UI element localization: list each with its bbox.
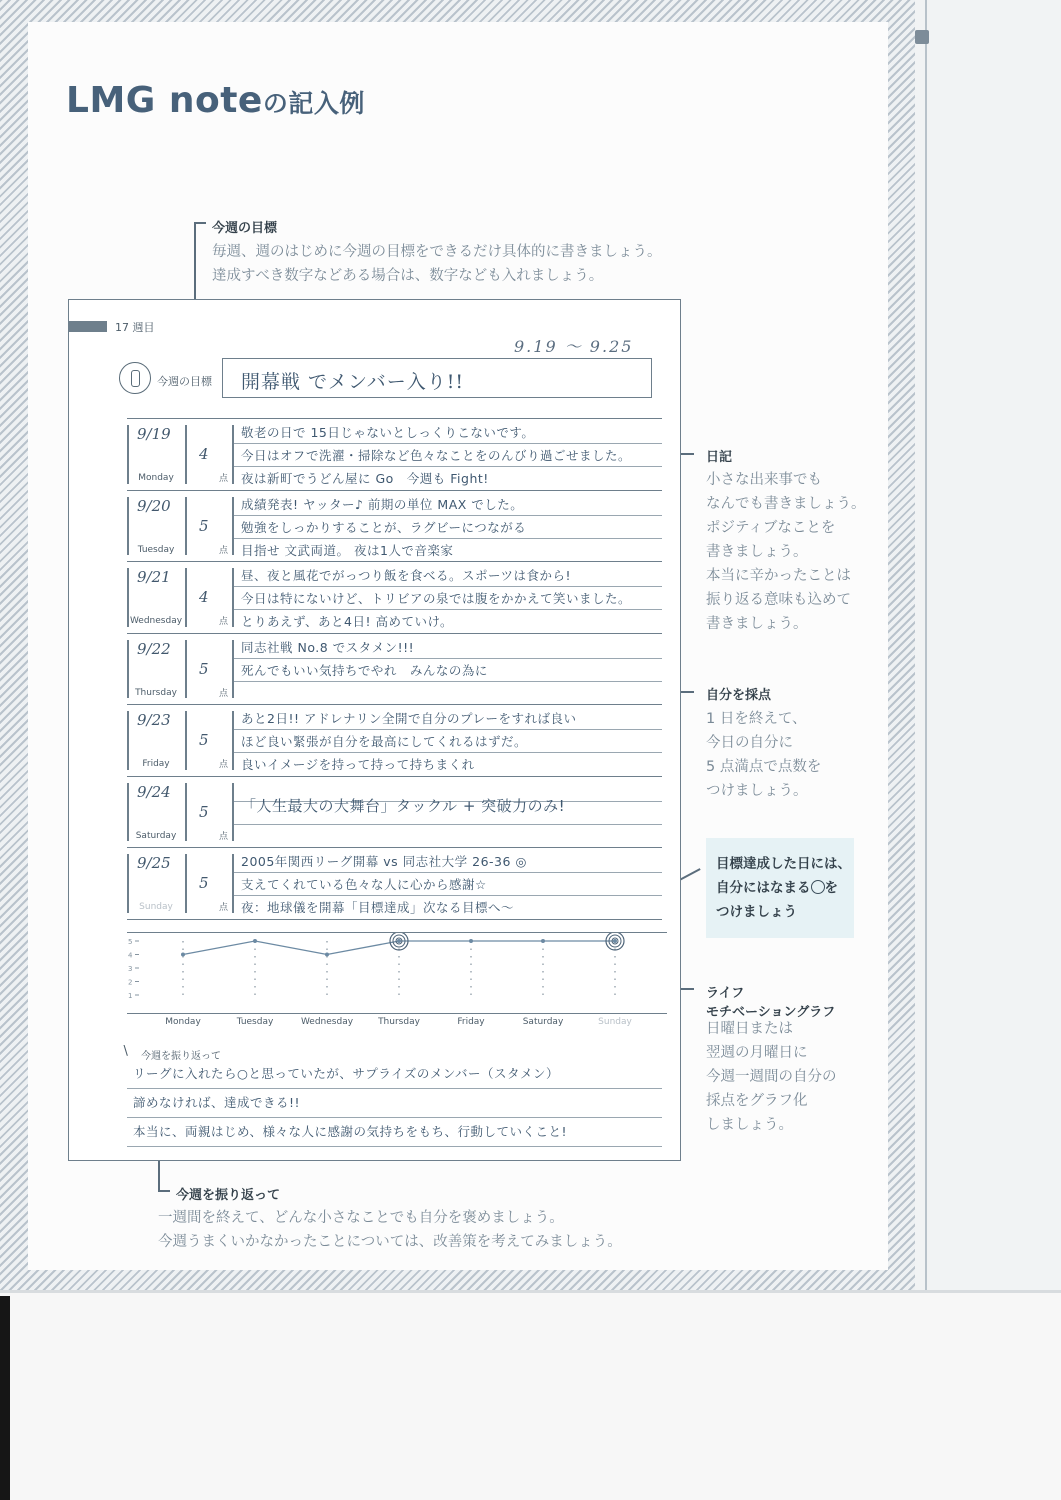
diary-days	[127, 418, 662, 920]
note-sample	[68, 299, 681, 1161]
date-range: 9.19 ～ 9.25	[514, 337, 634, 356]
week-number: 17 週目	[115, 321, 155, 334]
scan-edge	[0, 1296, 10, 1500]
score-heading: 自分を採点	[706, 688, 772, 703]
day-date: 9/22	[137, 639, 171, 658]
diary-line: 成績発表! ヤッター♪ 前期の単位 MAX でした。	[241, 496, 524, 512]
day-row	[127, 561, 662, 633]
graph-point	[613, 939, 617, 943]
hanamaru-icon	[811, 880, 825, 894]
diary-line: 死んでもいい気持ちでやれ みんなの為に	[241, 662, 488, 678]
graph-desc-line: 翌週の月曜日に	[706, 1045, 808, 1061]
day-row	[127, 847, 662, 920]
x-tick-label: Wednesday	[300, 1017, 354, 1027]
reflection-description	[158, 1206, 622, 1254]
title-main: LMG note	[66, 80, 263, 121]
diary-line: 敬老の日で 15日じゃないとしっくりこないです。	[241, 425, 535, 440]
day-score: 5	[199, 731, 209, 749]
day-date: 9/23	[137, 711, 171, 729]
diary-line: 良いイメージを持って持って持ちまくれ	[241, 757, 475, 772]
score-description	[706, 707, 821, 803]
reflection-line	[127, 1118, 662, 1147]
score-desc-line: 今日の自分に	[706, 735, 793, 751]
diary-line: あと2日!! アドレナリン全開で自分のプレーをすれば良い	[241, 711, 577, 726]
day-name: Saturday	[135, 830, 177, 841]
score-unit: 点	[219, 688, 229, 699]
week-bar	[69, 321, 107, 332]
diary-heading: 日記	[706, 450, 733, 465]
motivation-graph	[127, 932, 667, 1014]
score-unit: 点	[219, 545, 229, 556]
reflection-text: 本当に、両親はじめ、様々な人に感謝の気持ちをもち、行動していくこと!	[133, 1124, 568, 1139]
x-tick-label: Monday	[165, 1017, 201, 1027]
graph-heading-line: ライフ	[706, 986, 745, 1001]
score-unit: 点	[219, 760, 229, 770]
y-tick-label: 5	[128, 938, 133, 946]
reflection-heading: 今週を振り返って	[176, 1188, 281, 1203]
diary-line: とりあえず、あと4日! 高めていけ。	[241, 614, 453, 629]
graph-point	[181, 953, 185, 957]
reflection-text: リーグに入れたら○と思っていたが、サプライズのメンバー（スタメン）	[133, 1066, 560, 1081]
graph-point	[469, 939, 473, 943]
day-date: 9/20	[137, 496, 171, 515]
diary-line: 昼、夜と風花でがっつり飯を食べる。スポーツは食から!	[241, 568, 572, 583]
achieved-line	[716, 876, 851, 900]
score-unit: 点	[219, 903, 229, 913]
diary-desc-line: ポジティブなことを	[706, 520, 836, 536]
goal-label: 今週の目標	[157, 375, 212, 388]
y-tick-label: 2	[128, 978, 133, 987]
scan-line	[0, 1290, 1061, 1293]
day-score: 5	[199, 802, 209, 821]
x-tick-label: Friday	[457, 1017, 485, 1027]
graph-point	[397, 939, 401, 943]
y-tick-label: 4	[128, 951, 133, 960]
day-score: 4	[199, 588, 209, 606]
score-unit: 点	[219, 831, 229, 842]
graph-heading	[706, 982, 835, 1020]
diary-desc-line: 書きましょう。	[706, 616, 808, 632]
diary-line: 支えてくれている色々な人に心から感謝☆	[241, 877, 487, 892]
day-score: 5	[199, 659, 209, 678]
day-name: Tuesday	[137, 544, 175, 555]
day-row	[127, 704, 662, 776]
goal-leader-tick	[194, 222, 206, 224]
page-edge-line	[925, 0, 927, 1290]
score-unit: 点	[219, 474, 229, 484]
scan-bottom	[0, 1290, 1061, 1500]
y-tick-label: 1	[128, 992, 133, 1000]
diary-line: 目指せ 文武両道。 夜は1人で音楽家	[241, 542, 454, 558]
achieved-line: つけましょう	[716, 904, 797, 920]
diary-desc-line: なんでも書きましょう。	[706, 496, 866, 512]
day-name: Sunday	[139, 902, 173, 912]
diary-desc-line: 書きましょう。	[706, 544, 808, 560]
graph-desc-line: 今週一週間の自分の	[706, 1069, 837, 1085]
diary-line: 今日は特にないけど、トリビアの泉では腹をかかえて笑いました。	[241, 591, 632, 606]
day-name: Wednesday	[129, 616, 183, 626]
reflection-line	[127, 1060, 662, 1089]
reflection-label: 今週を振り返って	[141, 1051, 221, 1062]
page-edge	[915, 0, 1061, 1290]
goal-desc-line: 毎週、週のはじめに今週の目標をできるだけ具体的に書きましょう。	[212, 244, 662, 260]
achieved-line: 目標達成した日には、	[716, 856, 851, 872]
diary-desc-line: 本当に辛かったことは	[706, 568, 851, 584]
goal-description	[212, 240, 662, 288]
diary-line: 勉強をしっかりすることが、ラグビーにつながる	[241, 519, 527, 535]
reflection-lines	[127, 1060, 662, 1147]
graph-point	[253, 939, 257, 943]
graph-desc-line: しましょう。	[706, 1117, 793, 1133]
graph-desc-line: 日曜日または	[706, 1021, 793, 1037]
diary-line: 夜は新町でうどん屋に Go 今週も Fight!	[241, 471, 489, 486]
x-tick-label: Thursday	[378, 1017, 420, 1027]
diary-line: 同志社戦 No.8 でスタメン!!!	[241, 639, 415, 655]
graph-description	[706, 1017, 837, 1137]
goal-text: 開幕戦 でメンバー入り!!	[241, 371, 464, 393]
diary-desc-line: 振り返る意味も込めて	[706, 592, 851, 608]
day-date: 9/19	[137, 425, 171, 443]
diary-line: 「人生最大の大舞台」タックル + 突破力のみ!	[241, 796, 566, 815]
achieved-hint	[716, 852, 851, 924]
day-row	[127, 633, 662, 705]
day-row	[127, 490, 662, 562]
day-date: 9/25	[137, 854, 171, 872]
reflection-mark-icon: ∖	[121, 1044, 130, 1059]
day-score: 4	[199, 445, 209, 463]
graph-series-line	[183, 941, 615, 955]
reflection-line	[127, 1089, 662, 1118]
day-name: Thursday	[135, 687, 177, 698]
goal-box	[222, 358, 652, 398]
goal-heading: 今週の目標	[212, 221, 278, 236]
x-tick-label: Sunday	[598, 1017, 632, 1027]
score-desc-line: 1 日を終えて、	[706, 711, 807, 727]
title-suffix: の記入例	[262, 89, 365, 118]
goal-desc-line: 達成すべき数字などある場合は、数字なども入れましょう。	[212, 268, 604, 284]
day-row	[127, 418, 662, 490]
day-name: Friday	[142, 759, 170, 769]
reflection-desc-line: 今週うまくいかなかったことについては、改善策を考えてみましょう。	[158, 1234, 622, 1250]
x-tick-label: Saturday	[522, 1017, 564, 1027]
day-date: 9/21	[137, 568, 171, 586]
achieved-line-text: 自分にはなまる	[716, 880, 811, 896]
diary-line: 今日はオフで洗濯・掃除など色々なことをのんびり過ごせました。	[241, 448, 632, 463]
day-date: 9/24	[137, 782, 171, 801]
score-unit: 点	[219, 617, 229, 627]
day-score: 5	[199, 874, 209, 892]
score-desc-line: 5 点満点で点数を	[706, 759, 822, 775]
diary-description	[706, 468, 866, 636]
achieved-line-text: を	[824, 880, 838, 896]
diary-line: 2005年関西リーグ開幕 vs 同志社大学 26-36 ◎	[241, 854, 527, 869]
diary-desc-line: 小さな出来事でも	[706, 472, 822, 488]
emblem-icon	[119, 362, 151, 394]
graph-point	[325, 953, 329, 957]
graph-desc-line: 採点をグラフ化	[706, 1093, 808, 1109]
x-tick-label: Tuesday	[236, 1017, 274, 1027]
page-title	[66, 80, 365, 121]
graph-heading-line: モチベーショングラフ	[706, 1005, 836, 1020]
y-tick-label: 3	[128, 965, 133, 973]
day-row	[127, 776, 662, 848]
graph-point	[541, 939, 545, 943]
score-desc-line: つけましょう。	[706, 783, 808, 799]
diary-line: 夜：地球儀を開幕「目標達成」次なる目標へ～	[241, 900, 515, 915]
reflection-leader-tick	[158, 1190, 170, 1192]
reflection-desc-line: 一週間を終えて、どんな小さなことでも自分を褒めましょう。	[158, 1210, 564, 1226]
diary-line: ほど良い緊張が自分を最高にしてくれるはずだ。	[241, 734, 528, 749]
day-score: 5	[199, 516, 209, 535]
corner-mark	[915, 30, 929, 44]
motivation-graph-svg	[127, 933, 667, 1013]
day-name: Monday	[138, 473, 174, 483]
reflection-text: 諦めなければ、達成できる!!	[133, 1095, 301, 1110]
